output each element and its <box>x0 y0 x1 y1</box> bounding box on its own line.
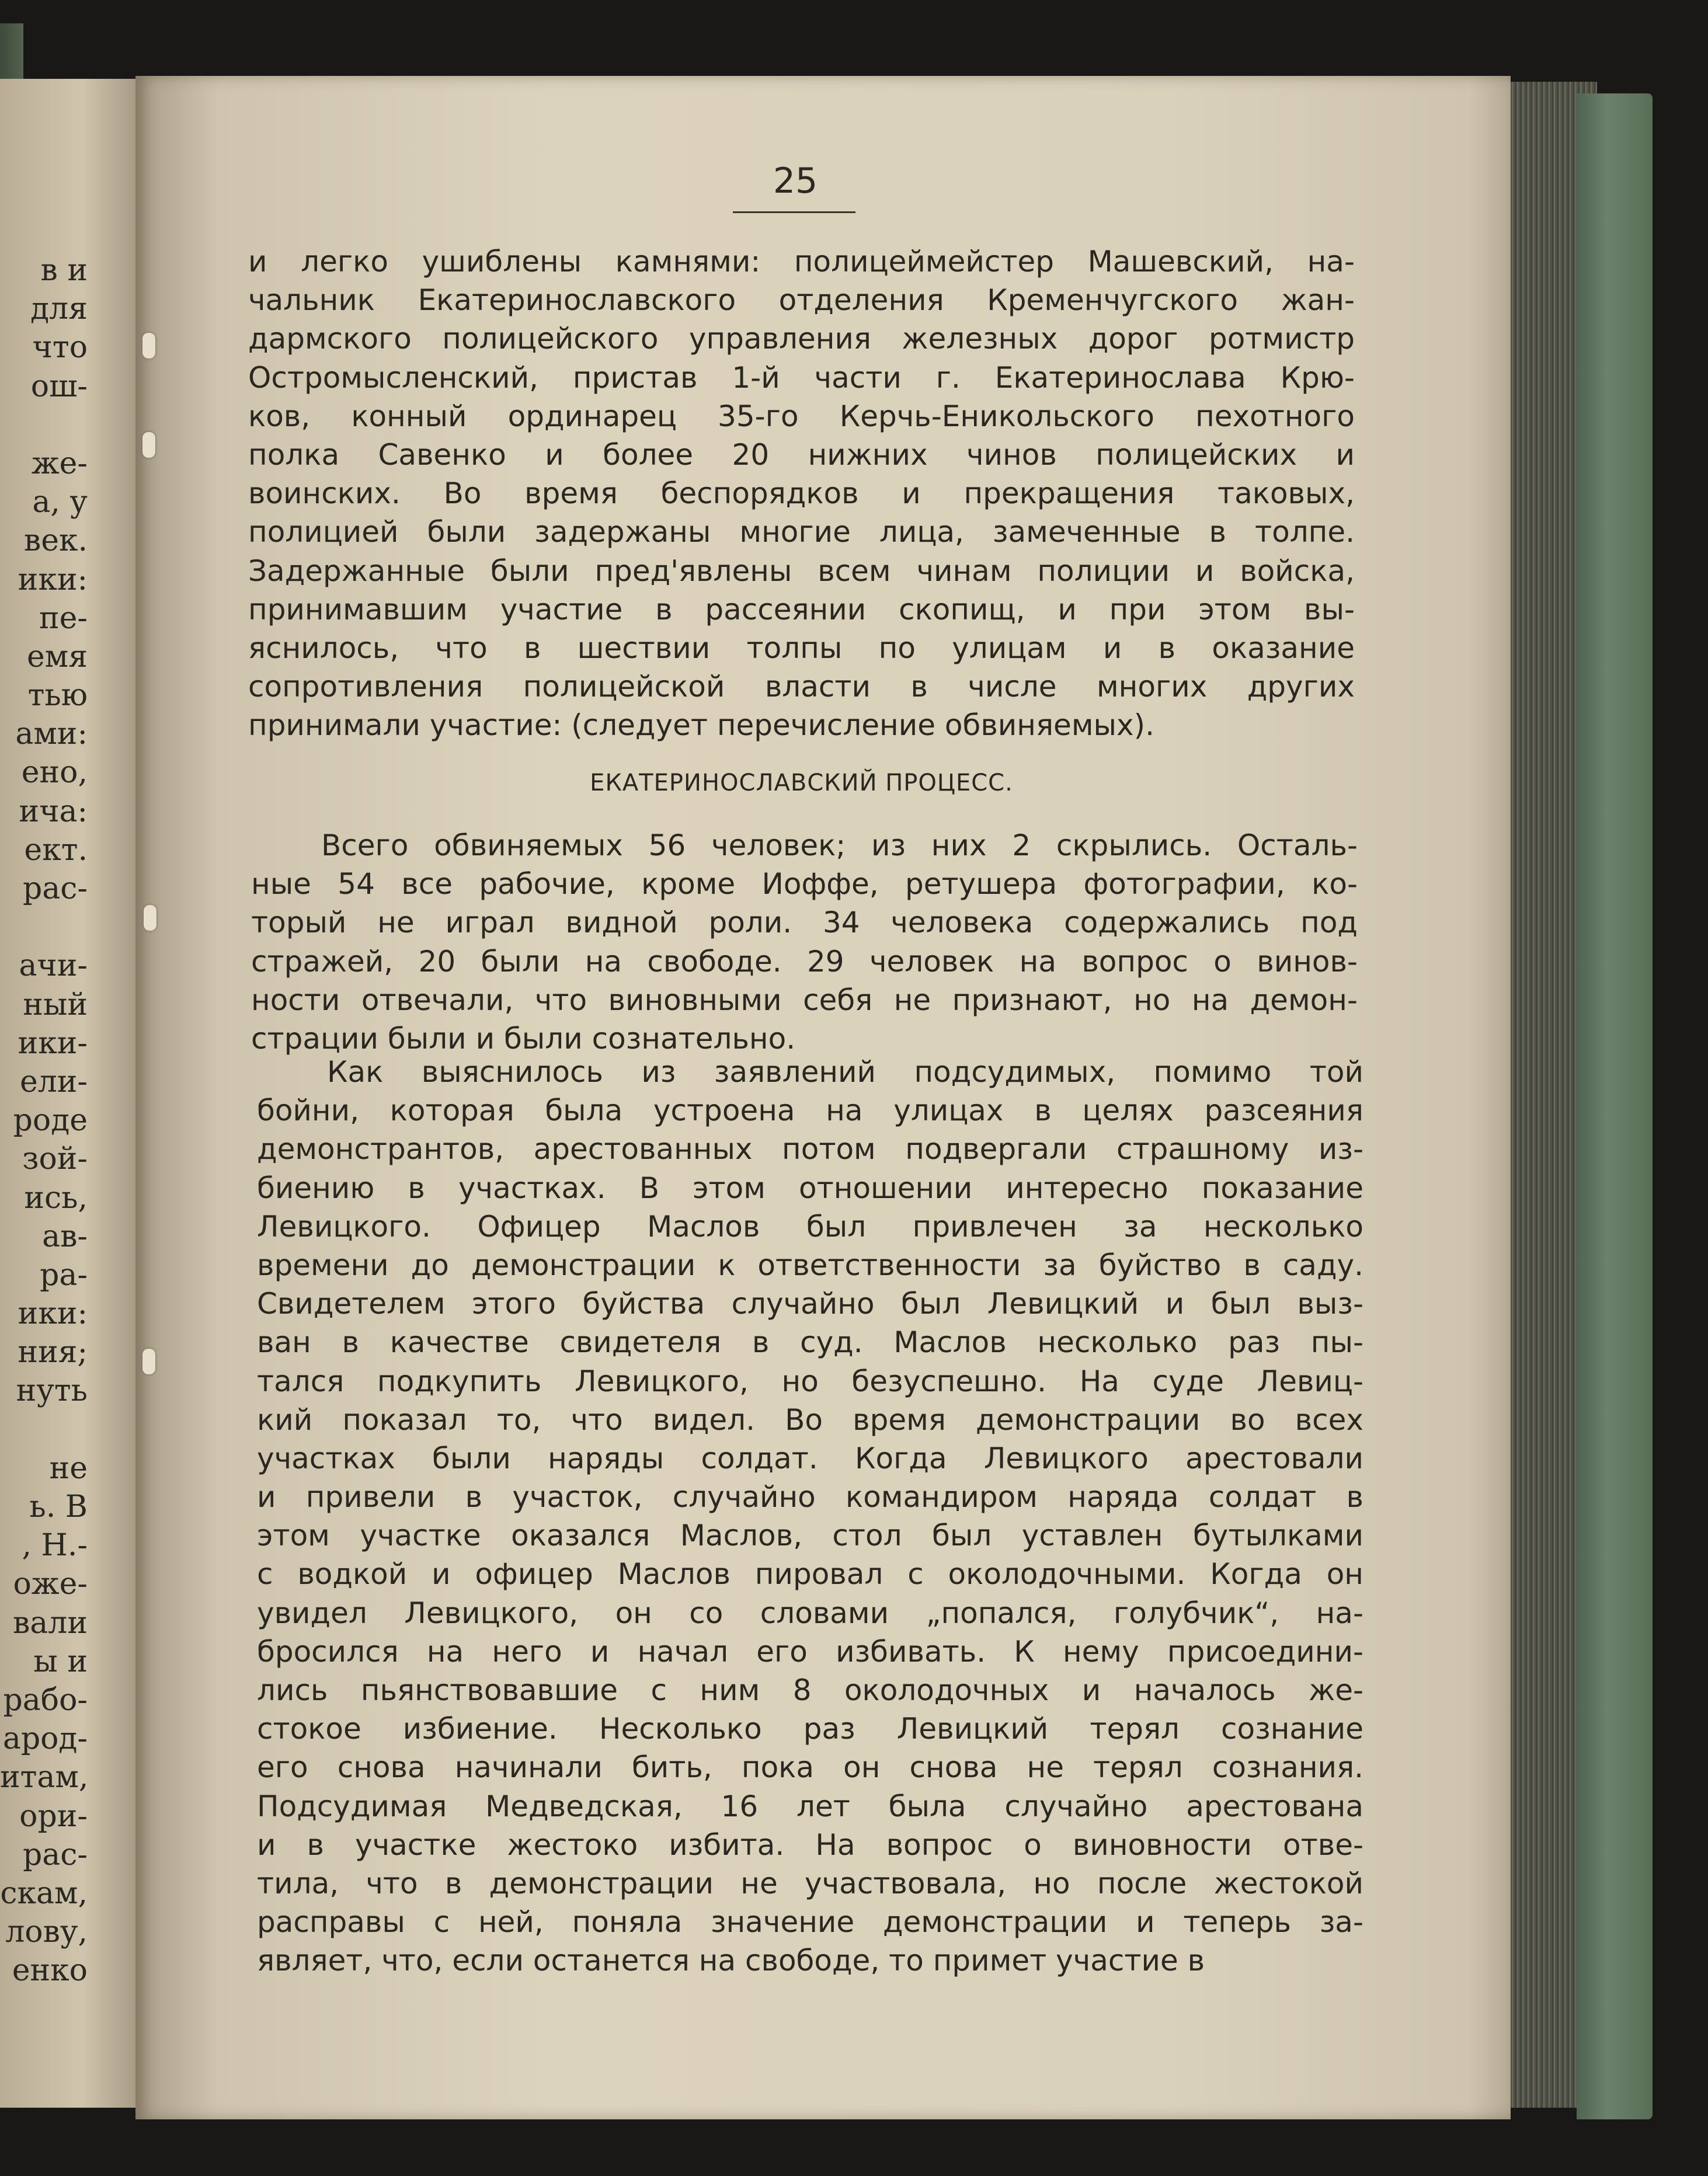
paragraph-1 <box>248 242 1355 744</box>
previous-page-line: ели- <box>19 1064 88 1099</box>
text-line: его снова начинали бить, пока он снова не терял сознания. <box>257 1750 1363 1785</box>
binding-stitch <box>142 1349 155 1374</box>
text-line: расправы с ней, поняла значение демонстрации и теперь за- <box>257 1905 1363 1940</box>
previous-page-line: ики: <box>18 562 88 597</box>
section-heading: ЕКАТЕРИНОСЛАВСКИЙ ПРОЦЕСС. <box>590 770 1013 796</box>
previous-page-line: ь. В <box>29 1489 88 1524</box>
previous-page-line: в и <box>40 253 88 288</box>
text-line: полицией были задержаны многие лица, замеченные в толпе. <box>248 515 1355 549</box>
text-line: и в участке жестоко избита. На вопрос о виновности отве- <box>257 1827 1363 1862</box>
text-line: и легко ушиблены камнями: полицеймейстер Машевский, на- <box>248 245 1355 278</box>
previous-page-line: ный <box>23 987 88 1022</box>
previous-page-line: лову, <box>5 1914 88 1950</box>
text-line: Задержанные были пред'явлены всем чинам полиции и войска, <box>248 553 1355 588</box>
previous-page-line: ра- <box>40 1257 88 1293</box>
text-line: Как выяснилось из заявлений подсудимых, помимо той <box>327 1055 1363 1089</box>
previous-page-line: рас- <box>23 1837 88 1872</box>
binding-stitch <box>142 432 155 458</box>
text-line: яснилось, что в шествии толпы по улицам и в оказание <box>248 631 1355 665</box>
previous-page-line: нуть <box>16 1373 88 1409</box>
text-line: ков, конный ординарец 35-го Керчь-Еникольского пехотного <box>248 399 1355 433</box>
text-line: принимали участие: (следует перечисление обвиняемых). <box>248 708 1155 743</box>
text-line: торый не играл видной роли. 34 человека содержались под <box>251 906 1358 940</box>
text-line: дармского полицейского управления железных дорог ротмистр <box>248 322 1355 356</box>
previous-page-line: арод- <box>2 1721 88 1757</box>
previous-page-line: пе- <box>39 600 88 636</box>
text-line: бойни, которая была устроена на улицах в целях разсеяния <box>257 1094 1363 1128</box>
previous-page-line: ики- <box>18 1025 88 1061</box>
text-line: чальник Екатеринославского отделения Кременчугского жан- <box>248 283 1355 318</box>
previous-page-line: век. <box>23 523 88 559</box>
text-line: времени до демонстрации к ответственности за буйство в саду. <box>257 1248 1363 1282</box>
previous-page-line: рабо- <box>3 1682 88 1718</box>
previous-page-line: ись, <box>24 1180 88 1216</box>
previous-page-line: зой- <box>22 1141 88 1177</box>
previous-page-line: рас- <box>23 871 88 906</box>
previous-page-line: вали <box>13 1605 88 1641</box>
previous-page-line <box>0 908 88 946</box>
page-number-rule <box>733 211 855 213</box>
text-line: страции были и были сознательно. <box>251 1021 796 1056</box>
text-line: Левицкого. Офицер Маслов был привлечен за несколько <box>257 1209 1363 1244</box>
previous-page-line: ы и <box>33 1644 88 1679</box>
text-line: полка Савенко и более 20 нижних чинов полицейских и <box>248 437 1355 472</box>
text-line: увидел Левицкого, он со словами „попался, голубчик“, на- <box>257 1596 1363 1630</box>
previous-page-line: ав- <box>42 1218 88 1254</box>
previous-page-line: ош- <box>30 368 88 404</box>
previous-page <box>0 79 151 2108</box>
previous-page-line: ича: <box>19 793 88 829</box>
text-line: Всего обвиняемых 56 человек; из них 2 скрылись. Осталь- <box>321 828 1358 862</box>
previous-page-line <box>0 1411 88 1449</box>
previous-page-line: же- <box>31 445 88 481</box>
previous-page-line: скам, <box>0 1875 88 1911</box>
text-line: ные 54 все рабочие, кроме Иоффе, ретушера фотографии, ко- <box>251 867 1358 901</box>
text-line: Остромысленский, пристав 1-й части г. Екатеринослава Крю- <box>248 360 1355 395</box>
text-line: воинских. Во время беспорядков и прекращения таковых, <box>248 476 1355 511</box>
paragraph-2 <box>251 826 1358 1058</box>
previous-page-line: не <box>49 1450 88 1486</box>
text-line: биению в участках. В этом отношении интересно показание <box>257 1171 1363 1205</box>
text-line: Свидетелем этого буйства случайно был Левицкий и был выз- <box>257 1287 1363 1321</box>
previous-page-line <box>0 406 88 444</box>
previous-page-line: оже- <box>13 1566 88 1602</box>
text-line: ности отвечали, что виновными себя не признают, но на демон- <box>251 983 1358 1017</box>
previous-page-line: ами: <box>15 716 88 752</box>
binding-stitch <box>142 333 155 358</box>
paragraph-3 <box>257 1053 1363 1980</box>
previous-page-line: для <box>30 291 88 327</box>
previous-page-line: ект. <box>24 832 88 868</box>
text-line: участках были наряды солдат. Когда Левицкого арестовали <box>257 1441 1363 1475</box>
text-line: и привели в участок, случайно командиром наряда солдат в <box>257 1480 1363 1515</box>
text-line: тила, что в демонстрации не участвовала, но после жестокой <box>257 1866 1363 1900</box>
text-line: лись пьянствовавшие с ним 8 околодочных и началось же- <box>257 1673 1363 1707</box>
previous-page-text <box>0 251 88 1990</box>
previous-page-line: а, у <box>32 485 88 520</box>
text-line: являет, что, если останется на свободе, то примет участие в <box>257 1944 1205 1978</box>
text-line: бросился на него и начал его избивать. К нему присоедини- <box>257 1634 1363 1669</box>
text-line: принимавшим участие в рассеянии скопищ, и при этом вы- <box>248 592 1355 626</box>
previous-page-line: ики: <box>18 1296 88 1332</box>
previous-page-line: ори- <box>19 1798 88 1834</box>
text-line: демонстрантов, арестованных потом подвергали страшному из- <box>257 1132 1363 1167</box>
text-line: Подсудимая Медведская, 16 лет была случайно арестована <box>257 1789 1363 1823</box>
text-line: стокое избиение. Несколько раз Левицкий терял сознание <box>257 1712 1363 1746</box>
text-line: ван в качестве свидетеля в суд. Маслов несколько раз пы- <box>257 1325 1363 1360</box>
previous-page-line: что <box>32 330 88 365</box>
previous-page-line: ено, <box>21 755 88 791</box>
previous-page-line: , Н.- <box>22 1528 88 1564</box>
binding-stitch <box>144 905 156 931</box>
page-number: 25 <box>773 161 818 201</box>
text-line: с водкой и офицер Маслов пировал с околодочными. Когда он <box>257 1557 1363 1592</box>
previous-page-line: ачи- <box>19 948 88 984</box>
previous-page-line: ния; <box>18 1335 88 1370</box>
previous-page-line: енко <box>12 1953 88 1989</box>
text-line: кий показал то, что видел. Во время демонстрации во всех <box>257 1402 1363 1437</box>
previous-page-line: емя <box>26 639 88 674</box>
previous-page-line: итам, <box>0 1760 89 1795</box>
text-line: тался подкупить Левицкого, но безуспешно. На суде Левиц- <box>257 1364 1363 1398</box>
previous-page-line: роде <box>13 1103 88 1139</box>
text-line: сопротивления полицейской власти в числе многих других <box>248 670 1355 704</box>
previous-page-line: тью <box>27 678 88 713</box>
book-cover-right <box>1577 93 1653 2119</box>
text-line: стражей, 20 были на свободе. 29 человек на вопрос о винов- <box>251 944 1358 979</box>
text-line: этом участке оказался Маслов, стол был уставлен бутылками <box>257 1519 1363 1553</box>
